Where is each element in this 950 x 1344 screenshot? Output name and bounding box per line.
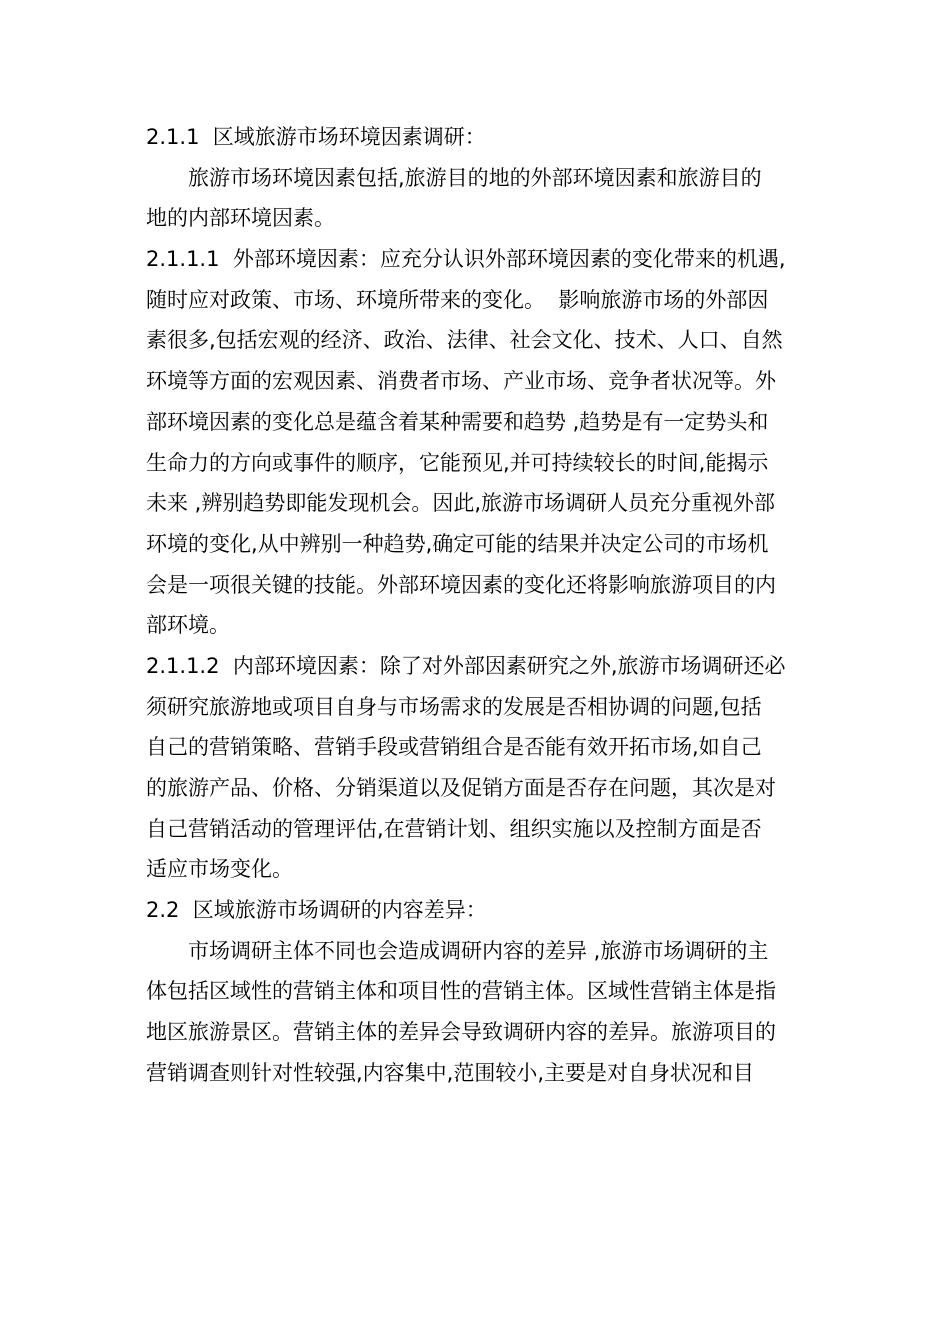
heading-2-1-1: 2.1.1 区域旅游市场环境因素调研： <box>146 125 486 149</box>
paragraph-line: 随时应对政策、市场、环境所带来的变化。 影响旅游市场的外部因 <box>146 287 769 312</box>
paragraph-line: 会是一项很关键的技能。外部环境因素的变化还将影响旅游项目的内 <box>146 572 776 597</box>
paragraph-line: 须研究旅游地或项目自身与市场需求的发展是否相协调的问题,包括 <box>146 694 762 719</box>
paragraph-line: 适应市场变化。 <box>146 857 293 882</box>
heading-2-2: 2.2 区域旅游市场调研的内容差异： <box>146 898 487 923</box>
paragraph-line: 部环境。 <box>146 613 230 638</box>
paragraph-line: 环境等方面的宏观因素、消费者市场、产业市场、竞争者状况等。外 <box>146 369 776 394</box>
paragraph-line: 地的内部环境因素。 <box>146 206 335 231</box>
paragraph-line: 2.1.1.2 内部环境因素：除了对外部因素研究之外,旅游市场调研还必 <box>146 653 786 678</box>
paragraph-line: 的旅游产品、价格、分销渠道以及促销方面是否存在问题，其次是对 <box>146 776 776 800</box>
paragraph-line: 营销调查则针对性较强,内容集中,范围较小,主要是对自身状况和目 <box>146 1060 755 1085</box>
paragraph-line: 环境的变化,从中辨别一种趋势,确定可能的结果并决定公司的市场机 <box>146 531 769 556</box>
paragraph-line: 2.1.1.1 外部环境因素：应充分认识外部环境因素的变化带来的机遇, <box>146 247 786 272</box>
paragraph-line: 地区旅游景区。营销主体的差异会导致调研内容的差异。旅游项目的 <box>146 1020 776 1045</box>
paragraph-line: 部环境因素的变化总是蕴含着某种需要和趋势 ,趋势是有一定势头和 <box>146 409 769 434</box>
paragraph-line: 自己的营销策略、营销手段或营销组合是否能有效开拓市场,如自己 <box>146 735 762 760</box>
paragraph-line: 生命力的方向或事件的顺序，它能预见,并可持续较长的时间,能揭示 <box>146 450 769 475</box>
paragraph-line: 素很多,包括宏观的经济、政治、法律、社会文化、技术、人口、自然 <box>146 328 783 353</box>
paragraph-line: 旅游市场环境因素包括,旅游目的地的外部环境因素和旅游目的 <box>188 165 762 190</box>
paragraph-line: 体包括区域性的营销主体和项目性的营销主体。区域性营销主体是指 <box>146 979 776 1004</box>
document-page <box>146 117 810 1094</box>
paragraph-line: 未来 ,辨别趋势即能发现机会。因此,旅游市场调研人员充分重视外部 <box>146 491 776 516</box>
paragraph-line: 市场调研主体不同也会造成调研内容的差异 ,旅游市场调研的主 <box>188 938 769 963</box>
paragraph-line: 自己营销活动的管理评估,在营销计划、组织实施以及控制方面是否 <box>146 816 762 841</box>
